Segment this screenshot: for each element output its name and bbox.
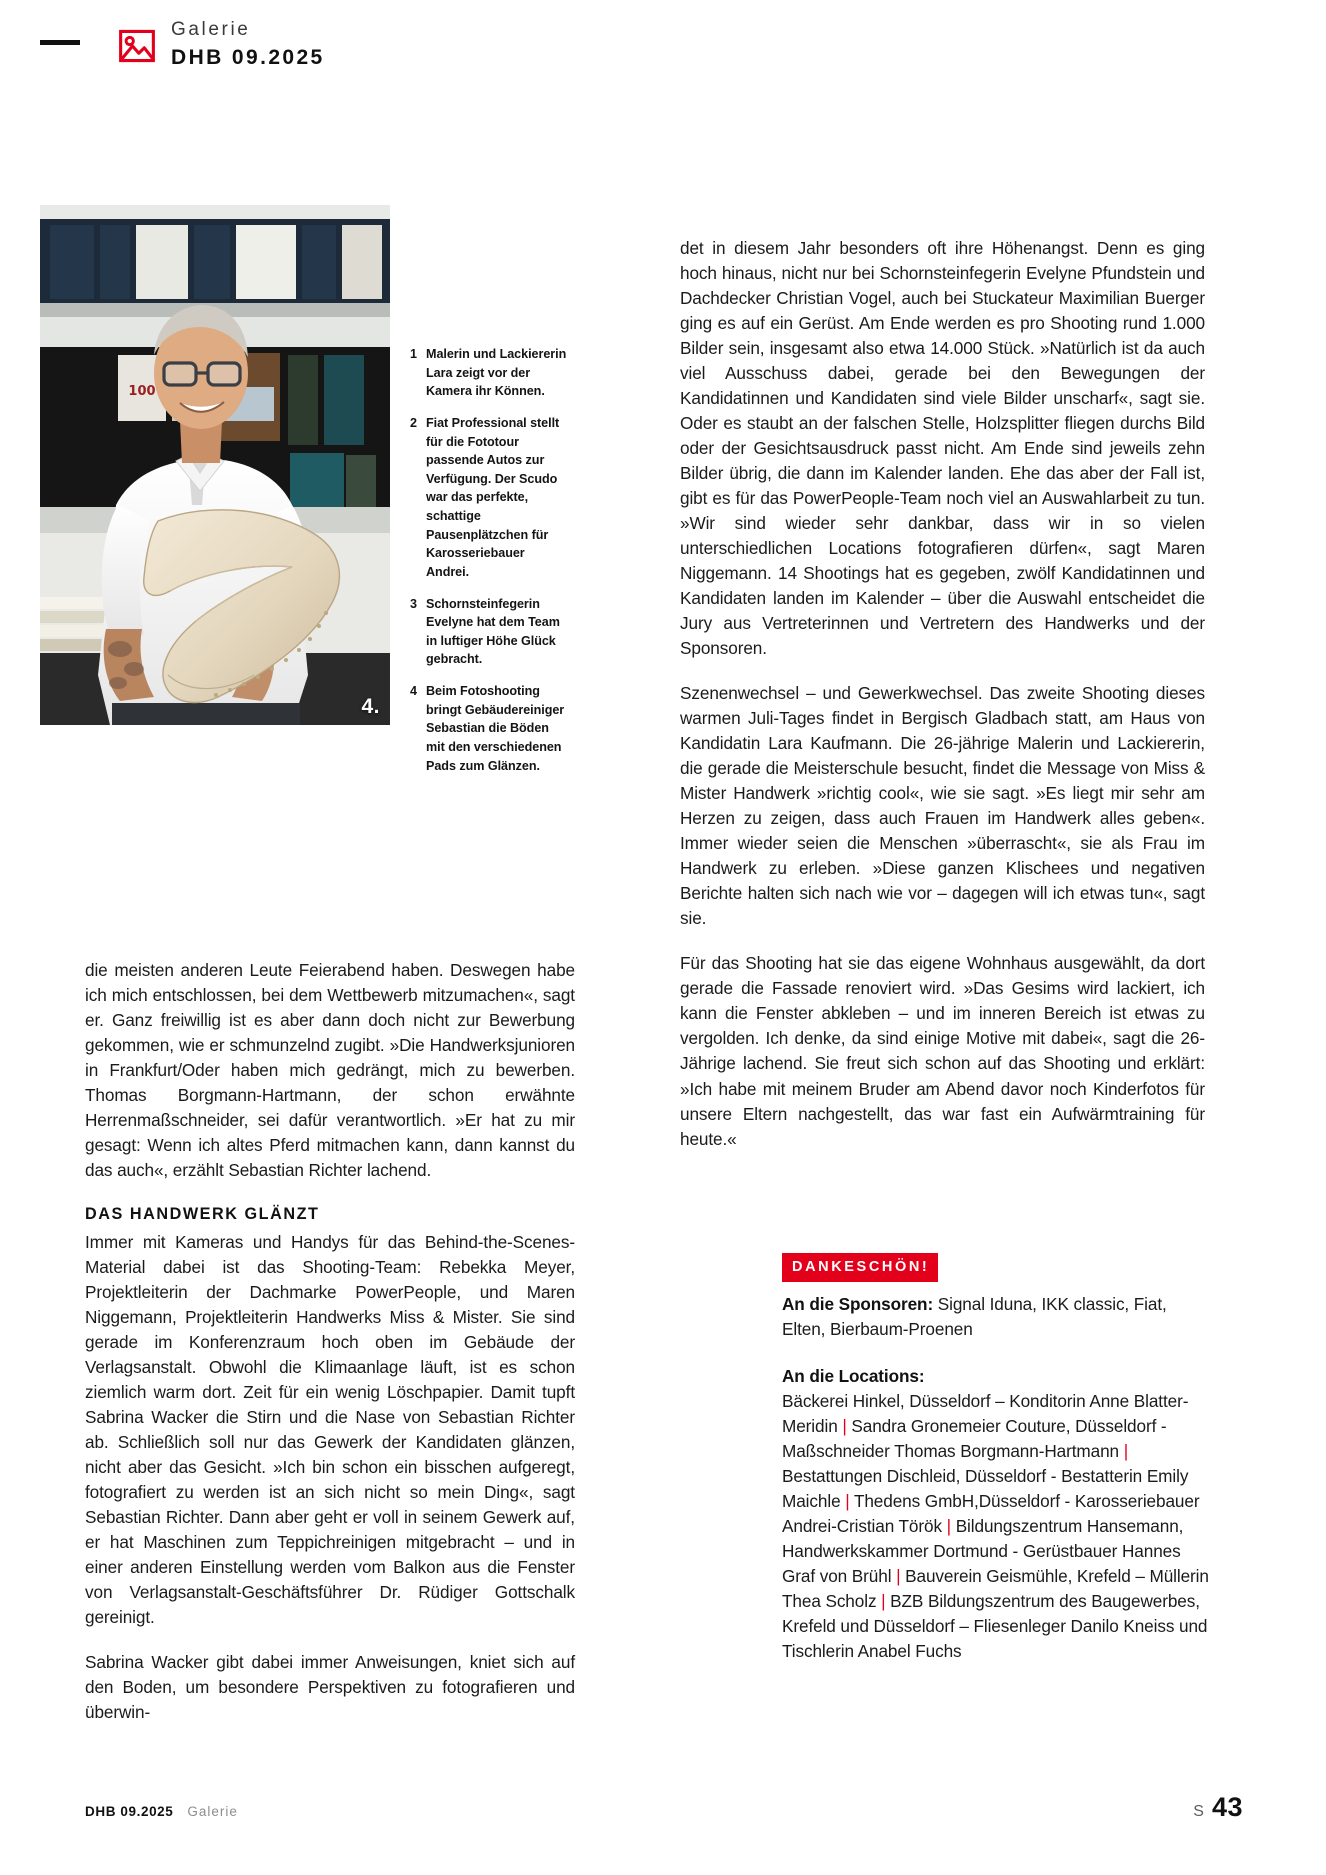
locations-label: An die Locations: xyxy=(782,1366,925,1387)
location-separator: | xyxy=(1123,1441,1129,1462)
page-footer xyxy=(85,1792,1243,1823)
paragraph: die meisten anderen Leute Feierabend haben. Deswegen habe ich mich entschlossen, bei dem Wettbewerb mitzumachen«, sagt er. Ganz freiwillig ist es aber dann doch nicht zur Bewerbung gekommen, wie er schmunzelnd zugibt. »Die Handwerksjunioren in Frankfurt/Oder haben mich gedrängt, mich zu bewerben. Thomas Borgmann-Hartmann, der schon erwähnte Herrenmaßschneider, sei dafür verantwortlich. »Er hat zu mir gesagt: Wenn ich altes Pferd mitmachen kann, dann kannst du das auch«, erzählt Sebastian Richter lachend. xyxy=(85,960,575,1181)
page-masthead xyxy=(40,18,1286,88)
footer-right xyxy=(1193,1792,1243,1823)
page-number: 43 xyxy=(1211,1792,1243,1822)
caption-number: 3 xyxy=(410,596,417,611)
location-entry: BZB Bildungszentrum des Baugewerbes, Krefeld und Düsseldorf – Fliesenleger Danilo Kneiss und Tischlerin Anabel Fuchs xyxy=(782,1591,1208,1662)
masthead-issue: DHB 09.2025 xyxy=(171,45,325,69)
locations-block xyxy=(782,1364,1212,1664)
paragraph: det in diesem Jahr besonders oft ihre Höhenangst. Denn es ging hoch hinaus, nicht nur bei Schornsteinfegerin Evelyne Pfundstein und Dachdecker Christian Vogel, auch bei Stuckateur Maximilian Buerger ging es auf ein Gerüst. Am Ende werden es pro Shooting rund 1.000 Bilder sein, insgesamt also etwa 14.000 Stück. »Natürlich ist da auch viel Ausschuss dabei, gerade bei den Bewegungen der Kandidatinnen und Kandidaten sind viele Bilder unscharf«, sagt sie. Oder es staubt an der falschen Stelle, Holzsplitter fliegen durchs Bild oder der Gesichtsausdruck passt nicht. Am Ende sind jeweils zehn Bilder übrig, die dann im Kalender landen. Ehe das aber der Fall ist, gibt es für das PowerPeople-Team noch viel an Auswahlarbeit zu tun. »Wir sind wieder sehr dankbar, dass wir in so vielen unterschiedlichen Locations fotografieren dürfen«, sagt Maren Niggemann. 14 Shootings hat es gegeben, zwölf Kandidatinnen und Kandidaten landen im Kalender – über die Auswahl entscheidet die Jury aus Vertreterinnen und Vertretern des Handwerks und der Sponsoren. xyxy=(680,238,1205,659)
location-separator: | xyxy=(845,1491,854,1512)
caption-text: Schornsteinfegerin Evelyne hat dem Team in luftiger Höhe Glück gebracht. xyxy=(426,596,560,667)
location-entry: Sandra Gronemeier Couture, Düsseldorf - Maßschneider Thomas Borgmann-Hartmann xyxy=(782,1416,1167,1462)
sponsors-block xyxy=(782,1292,1212,1342)
caption-text: Fiat Professional stellt für die Fototour passende Autos zur Verfügung. Der Scudo war das perfekte, schattige Pausenplätzchen für Karosseriebauer Andrei. xyxy=(426,415,560,579)
photo-number-label: 4. xyxy=(361,695,380,718)
footer-left xyxy=(85,1804,238,1819)
article-column-left xyxy=(85,958,575,1725)
caption-item xyxy=(410,682,570,775)
masthead-text xyxy=(171,18,325,71)
paragraph: Szenenwechsel – und Gewerkwechsel. Das zweite Shooting dieses warmen Juli-Tages findet in Bergisch Gladbach statt, am Haus von Kandidatin Lara Kaufmann. Die 26-jährige Malerin und Lackiererin, die gerade die Meisterschule besucht, findet die Message von Miss & Mister Handwerk »richtig cool«, wie sie sagt. »Es liegt mir sehr am Herzen zu zeigen, dass auch Frauen im Handwerk alles geben«. Immer wieder seien die Menschen »überrascht«, sie als Frau im Handwerk zu erleben. »Diese ganzen Klischees und negativen Berichte halten sich nach wie vor – dagegen will ich etwas tun«, sagt sie. xyxy=(680,683,1205,929)
location-entry: Bauverein Geismühle, Krefeld – Müllerin Thea Scholz xyxy=(782,1566,1209,1612)
location-entry: Bestattungen Dischleid, Düsseldorf - Bestatterin Emily Maichle xyxy=(782,1466,1189,1512)
svg-text:100: 100 xyxy=(128,384,156,399)
location-separator: | xyxy=(842,1416,852,1437)
caption-item xyxy=(410,414,570,582)
page-prefix: S xyxy=(1193,1803,1205,1820)
thanks-section xyxy=(782,1253,1212,1664)
location-entry: Thedens GmbH,Düsseldorf - Karosseriebauer Andrei-Cristian Török xyxy=(782,1491,1200,1537)
caption-number: 1 xyxy=(410,347,417,361)
paragraph: Sabrina Wacker gibt dabei immer Anweisungen, kniet sich auf den Boden, um besondere Perspektiven zu fotografieren und überwin- xyxy=(85,1651,575,1722)
image-gallery-icon xyxy=(117,26,157,66)
caption-number: 2 xyxy=(410,415,417,430)
sponsors-text: Signal Iduna, IKK classic, Fiat, Elten, Bierbaum-Proenen xyxy=(782,1294,1167,1340)
caption-text: Beim Fotoshooting bringt Gebäudereiniger Sebastian die Böden mit den verschiedenen Pads zum Glänzen. xyxy=(426,684,565,773)
location-separator: | xyxy=(881,1591,891,1612)
masthead-kicker: Galerie xyxy=(171,19,251,40)
article-column-right xyxy=(680,236,1205,1152)
footer-issue: DHB 09.2025 xyxy=(85,1804,174,1819)
masthead-rule xyxy=(40,40,80,45)
paragraph: Immer mit Kameras und Handys für das Behind-the-Scenes-Material dabei ist das Shooting-Team: Rebekka Meyer, Projektleiterin der Dachmarke PowerPeople, und Maren Niggemann, Projektleiterin Handwerks Miss & Mister. Sie sind gerade im Konferenzraum hoch oben im Gebäude der Verlagsanstalt. Obwohl die Klimaanlage läuft, ist es schon ziemlich warm dort. Zeit für ein wenig Löschpapier. Damit tupft Sabrina Wacker die Stirn und die Nase von Sebastian Richter ab. Schließlich soll nur das Gewerk der Kandidaten glänzen, nicht aber das Gesicht. »Ich bin schon ein bisschen aufgeregt, fotografiert zu werden ist an sich nicht so mein Ding«, sagt Sebastian Richter. Dann aber geht er voll in seinem Gewerk auf, er hat Maschinen zum Teppichreinigen mitgebracht – und in einer anderen Einstellung werden vom Balkon aus die Fenster von Verlagsanstalt-Geschäftsführer Dr. Rüdiger Gottschalk gereinigt. xyxy=(85,1231,575,1627)
photo-illustration xyxy=(40,205,390,725)
location-entry: Bäckerei Hinkel, Düsseldorf – Konditorin Anne Blatter-Meridin xyxy=(782,1391,1189,1437)
caption-number: 4 xyxy=(410,684,417,698)
locations-text xyxy=(782,1389,1212,1664)
paragraph: Für das Shooting hat sie das eigene Wohnhaus ausgewählt, da dort gerade die Fassade renoviert wird. »Das Gesims wird lackiert, ich kann die Fenster abkleben – und im inneren Bereich ist etwas zu vergolden. Ich denke, da sind einige Motive mit dabei«, sagt die 26-Jährige lachend. Sie freut sich schon auf das Shooting und erklärt: »Ich habe mit meinem Bruder am Abend davor noch Kinderfotos für unsere Eltern nachgestellt, das war fast ein Aufwärmtraining für heute.« xyxy=(680,953,1205,1149)
status-badge: DANKESCHÖN! xyxy=(782,1253,938,1282)
gallery-photo xyxy=(40,205,390,725)
photo-caption-list xyxy=(410,345,570,788)
caption-text: Malerin und Lackiererin Lara zeigt vor der Kamera ihr Können. xyxy=(426,347,567,399)
sponsors-label: An die Sponsoren: xyxy=(782,1294,934,1315)
section-heading: DAS HANDWERK GLÄNZT xyxy=(85,1205,320,1224)
location-entry: Bildungszentrum Hansemann, Handwerkskammer Dortmund - Gerüstbauer Hannes Graf von Brühl xyxy=(782,1516,1184,1587)
caption-item xyxy=(410,345,570,401)
caption-item xyxy=(410,595,570,670)
location-separator: | xyxy=(896,1566,906,1587)
location-separator: | xyxy=(946,1516,956,1537)
footer-section: Galerie xyxy=(187,1804,238,1819)
